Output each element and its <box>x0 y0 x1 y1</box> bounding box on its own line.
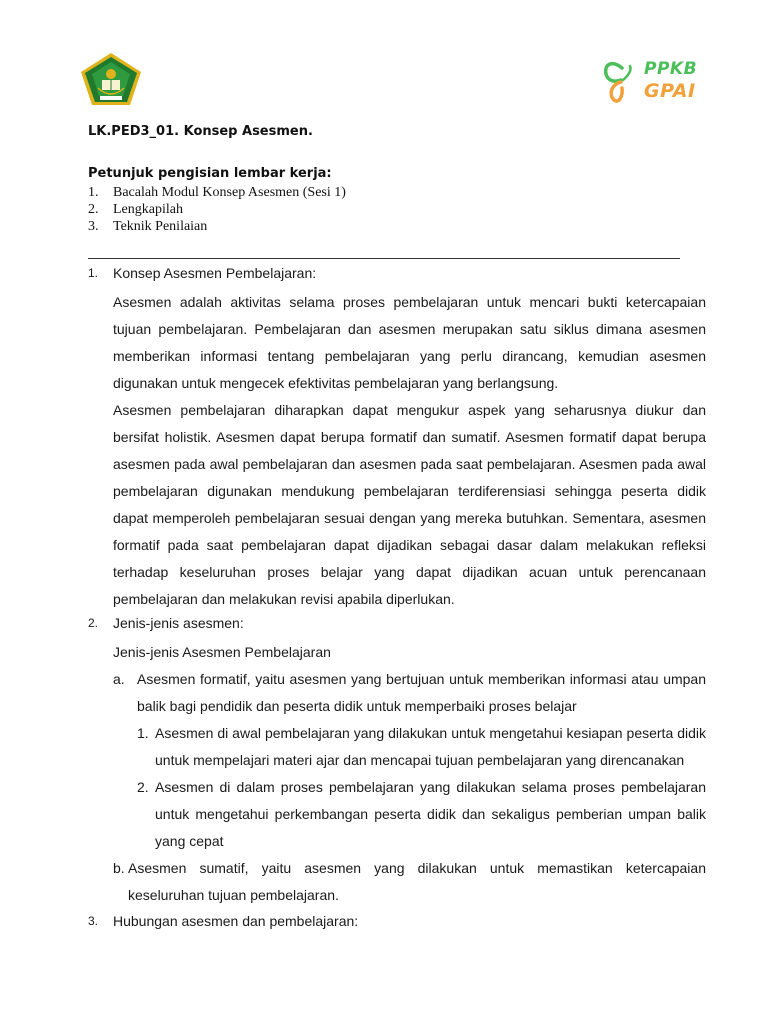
list-item-text: Asesmen sumatif, yaitu asesmen yang dilakukan untuk memastikan ketercapaian keseluruhan tujuan pembelajaran. <box>128 860 706 903</box>
list-item-text: Asesmen di awal pembelajaran yang dilakukan untuk mengetahui kesiapan peserta didik untuk mempelajari materi ajar dan mencapai tujuan pembelajaran yang direncanakan <box>155 725 706 768</box>
list-item-text: Teknik Penilaian <box>113 219 208 234</box>
list-item-number: 2. <box>88 202 99 217</box>
logo-text-gpai: GPAI <box>644 80 696 102</box>
list-marker: b. <box>113 860 125 876</box>
list-item-text: Lengkapilah <box>113 202 183 217</box>
butterfly-icon <box>602 60 642 106</box>
list-item-a2 <box>137 774 708 855</box>
section-number: 1. <box>88 266 99 280</box>
list-item <box>88 184 346 201</box>
list-item-text: Asesmen di dalam proses pembelajaran yang dilakukan selama proses pembelajaran untuk mengetahui perkembangan peserta didik dan sekaligus pemberian umpan balik yang cepat <box>155 779 706 849</box>
section-1-paragraph-2: Asesmen pembelajaran diharapkan dapat mengukur aspek yang seharusnya diukur dan bersifat holistik. Asesmen dapat berupa formatif dan sumatif. Asesmen formatif dapat berupa asesmen pada awal pembelajaran dan asesmen pada saat pembelajaran. Asesmen pada awal pembelajaran digunakan mendukung pembelajaran terdiferensiasi sehingga peserta didik dapat memperoleh pembelajaran sesuai dengan yang mereka butuhkan. Sementara, asesmen formatif pada saat pembelajaran dapat dijadikan sebagai dasar dalam melakukan refleksi terhadap keseluruhan proses belajar yang dapat dijadikan acuan untuk perencanaan pembelajaran dan melakukan revisi apabila diperlukan. <box>113 402 706 607</box>
instructions-list <box>88 184 346 235</box>
section-number: 2. <box>88 616 99 630</box>
list-item-number: 3. <box>88 219 99 234</box>
section-2-sublabel: Jenis-jenis Asesmen Pembelajaran <box>113 644 331 660</box>
document-body <box>88 263 708 937</box>
section-title: Jenis-jenis asesmen: <box>113 615 244 631</box>
list-item-number: 1. <box>88 185 99 200</box>
section-title: Konsep Asesmen Pembelajaran: <box>113 265 317 281</box>
list-marker: a. <box>113 671 125 687</box>
document-title: LK.PED3_01. Konsep Asesmen. <box>88 124 313 139</box>
instructions-heading: Petunjuk pengisian lembar kerja: <box>88 166 332 181</box>
section-number: 3. <box>88 914 99 928</box>
list-item <box>88 218 346 235</box>
section-3-heading <box>88 911 708 931</box>
section-1-paragraph-1: Asesmen adalah aktivitas selama proses pembelajaran untuk mencari bukti ketercapaian tujuan pembelajaran. Pembelajaran dan asesmen merupakan satu siklus dimana asesmen memberikan informasi tentang pembelajaran yang perlu dirancang, kemudian asesmen digunakan untuk mengecek efektivitas pembelajaran yang berlangsung. <box>113 294 706 391</box>
list-marker: 1. <box>137 725 149 741</box>
logo-text-ppkb: PPKB <box>644 59 698 79</box>
section-2-heading <box>88 613 708 633</box>
ppkb-gpai-logo <box>602 58 708 108</box>
section-title: Hubungan asesmen dan pembelajaran: <box>113 913 359 929</box>
list-item-a <box>113 666 708 720</box>
section-1-heading <box>88 263 708 283</box>
list-item-b <box>113 855 708 909</box>
horizontal-divider <box>88 258 680 259</box>
list-marker: 2. <box>137 779 149 795</box>
list-item <box>88 201 346 218</box>
ministry-emblem-icon <box>80 52 142 106</box>
list-item-a1 <box>137 720 708 774</box>
list-item-text: Asesmen formatif, yaitu asesmen yang bertujuan untuk memberikan informasi atau umpan balik bagi pendidik dan peserta didik untuk memperbaiki proses belajar <box>137 671 706 714</box>
list-item-text: Bacalah Modul Konsep Asesmen (Sesi 1) <box>113 185 346 200</box>
